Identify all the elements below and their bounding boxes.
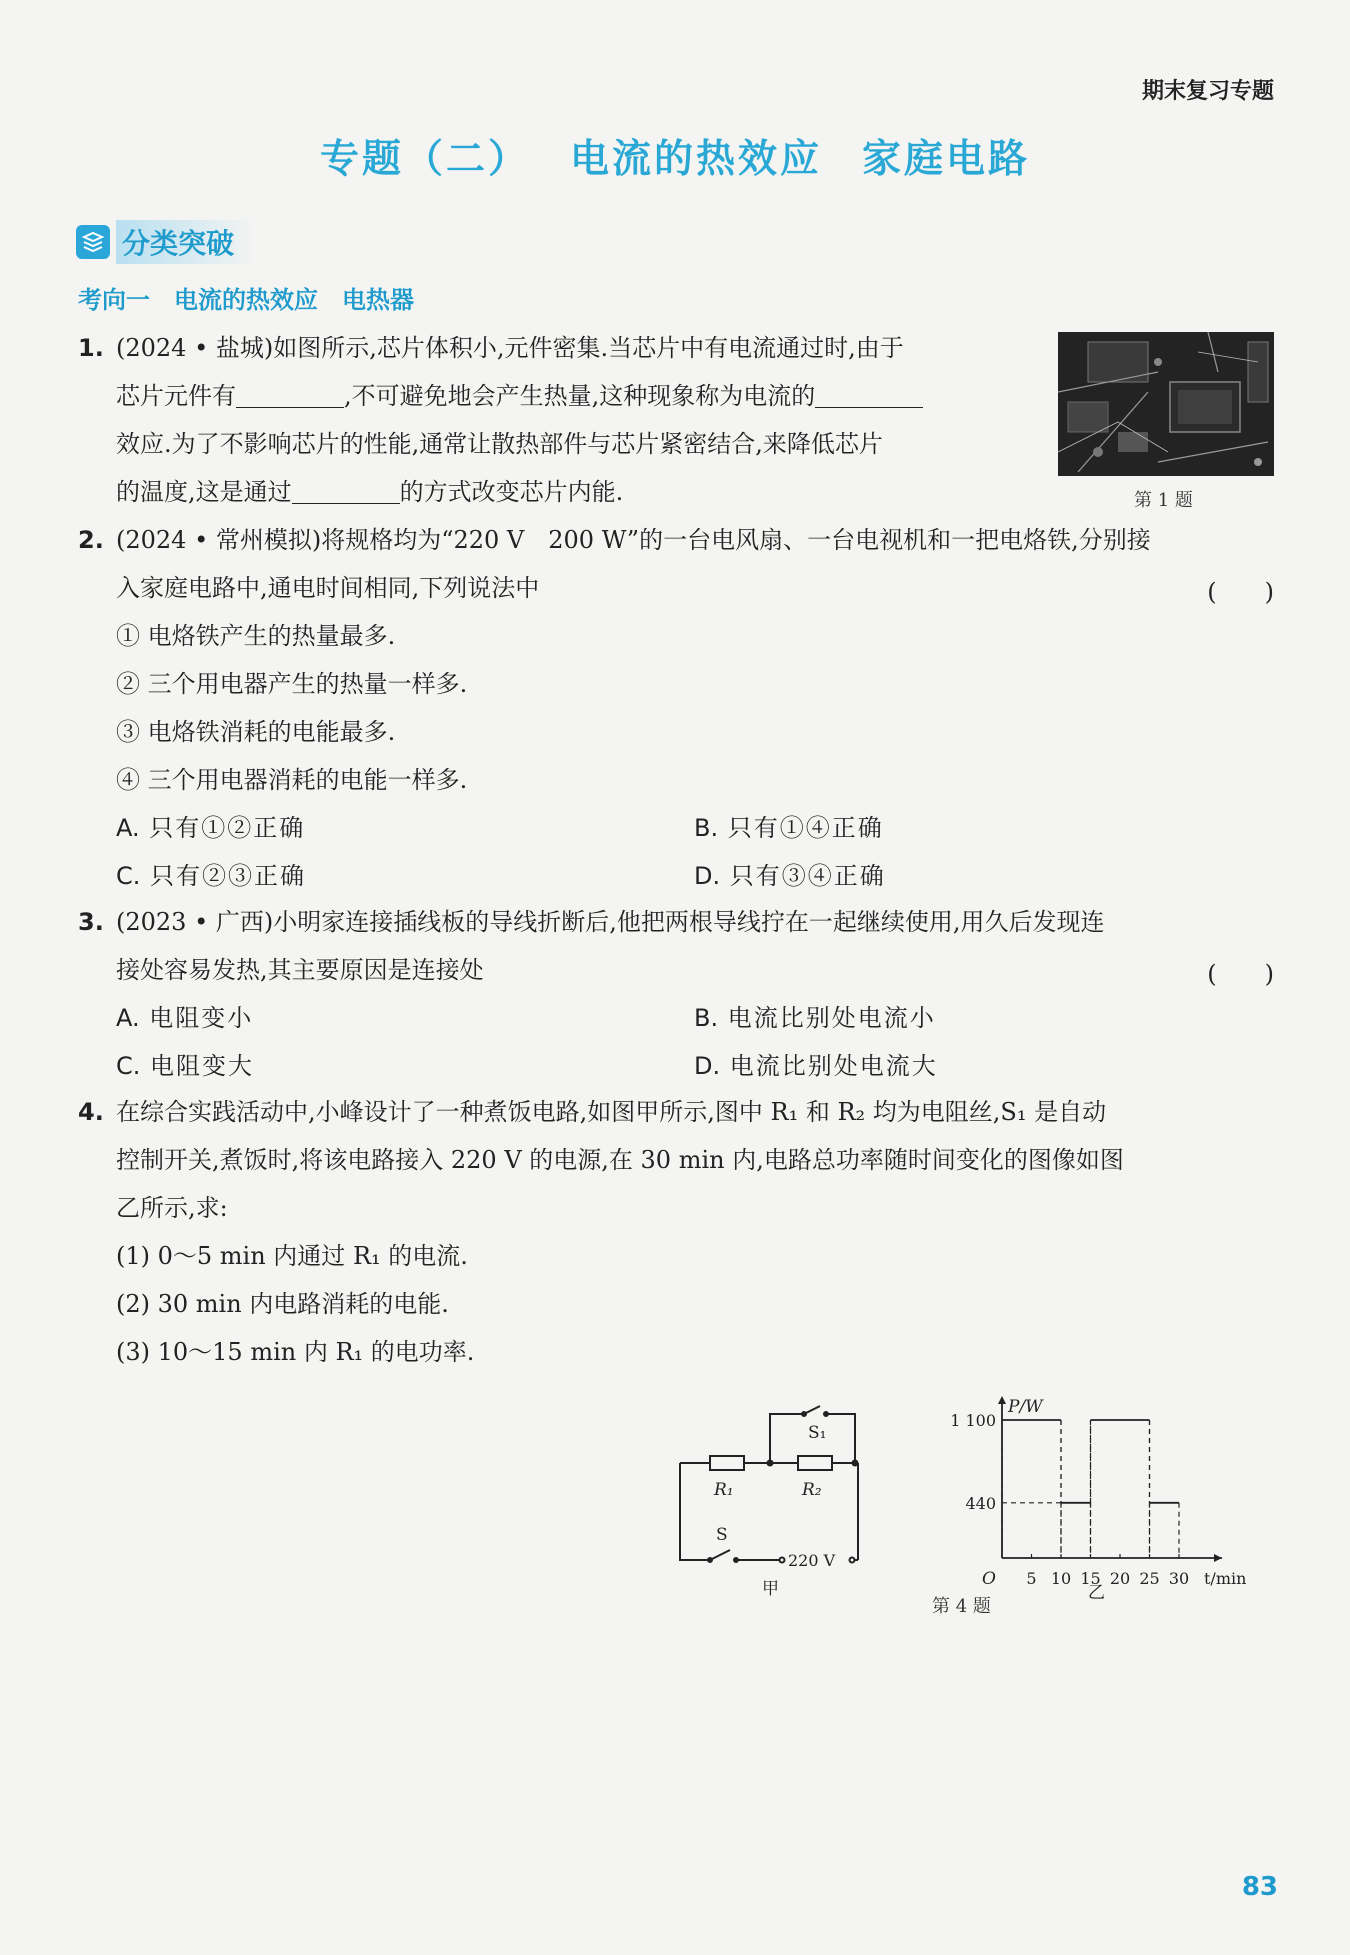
q3-option-c[interactable]: C. 电阻变大: [116, 1052, 255, 1080]
y-tick-label-440: 440: [965, 1493, 996, 1513]
s-label: S: [716, 1525, 728, 1545]
title-part1: 专题（二）: [319, 137, 530, 182]
r2-label: R₂: [802, 1480, 822, 1500]
q2-statement-3: ③ 电烙铁消耗的电能最多.: [116, 718, 396, 746]
title-part2: 电流的热效应: [569, 137, 822, 182]
q2-statement-4: ④ 三个用电器消耗的电能一样多.: [116, 766, 468, 794]
q1-line3: 效应.为了不影响芯片的性能,通常让散热部件与芯片紧密结合,来降低芯片: [116, 430, 883, 458]
q2-option-b[interactable]: B. 只有①④正确: [694, 814, 884, 842]
q4-line2: 控制开关,煮饭时,将该电路接入 220 V 的电源,在 30 min 内,电路总功率随时间变化的图像如图: [116, 1146, 1124, 1174]
x-tick-label-20: 20: [1109, 1569, 1131, 1588]
book-icon: [76, 225, 110, 259]
q4-text-1: 在综合实践活动中,小峰设计了一种煮饭电路,如图甲所示,图中 R₁ 和 R₂ 均为电阻丝,S₁ 是自动: [116, 1098, 1107, 1126]
switch-s: [710, 1550, 730, 1560]
page-number: 83: [1241, 1872, 1278, 1902]
chart-caption: 乙: [1088, 1583, 1105, 1602]
q4-part-3: (3) 10～15 min 内 R₁ 的电功率.: [116, 1338, 475, 1366]
q1-text-4b: 的方式改变芯片内能.: [399, 478, 624, 506]
q1-text-2a: 芯片元件有: [116, 382, 236, 410]
q3-option-d[interactable]: D. 电流比别处电流大: [694, 1052, 938, 1080]
page-title: [0, 128, 1350, 184]
q1-caption: 第 1 题: [1134, 490, 1193, 511]
q1-number: 1.: [78, 334, 104, 362]
q3-number: 3.: [78, 908, 104, 936]
x-axis-arrow: [1214, 1554, 1222, 1562]
x-tick-label-30: 30: [1168, 1569, 1190, 1588]
q3-option-a[interactable]: A. 电阻变小: [116, 1004, 254, 1032]
q3-option-b[interactable]: B. 电流比别处电流小: [694, 1004, 936, 1032]
chip-photo: [1058, 332, 1274, 476]
resistor-r2: [798, 1456, 832, 1470]
q1-blank-2[interactable]: [815, 377, 923, 408]
x-tick-label-25: 25: [1139, 1569, 1160, 1588]
section-badge: [76, 220, 256, 264]
q4-line1: [78, 1088, 1106, 1136]
title-part3: 家庭电路: [862, 137, 1031, 182]
q1-line2: [116, 372, 923, 420]
y-tick-label-1100: 1 100: [950, 1411, 996, 1430]
q1-text-4a: 的温度,这是通过: [116, 478, 292, 506]
section-label: 分类突破: [116, 220, 256, 264]
q4-caption: 第 4 题: [932, 1596, 991, 1617]
q2-statement-1: ① 电烙铁产生的热量最多.: [116, 622, 396, 650]
x-axis-label: t/min: [1204, 1569, 1247, 1588]
q2-statement-2: ② 三个用电器产生的热量一样多.: [116, 670, 468, 698]
q3-line2: 接处容易发热,其主要原因是连接处: [116, 956, 484, 984]
q3-line1: [78, 898, 1104, 946]
s1-label: S₁: [808, 1423, 827, 1443]
q2-text-1: (2024 • 常州模拟)将规格均为“220 V 200 W”的一台电风扇、一台电视机和一把电烙铁,分别接: [116, 526, 1151, 554]
voltage-label: 220 V: [788, 1551, 836, 1570]
y-axis-label: P/W: [1008, 1397, 1043, 1417]
header-label: 期末复习专题: [1141, 79, 1274, 104]
q1-line1: [78, 324, 904, 372]
x-tick-label-5: 5: [1026, 1569, 1037, 1588]
power-time-chart: [940, 1390, 1270, 1602]
q3-text-1: (2023 • 广西)小明家连接插线板的导线折断后,他把两根导线拧在一起继续使用,用久后发现连: [116, 908, 1105, 936]
q4-number: 4.: [78, 1098, 104, 1126]
y-axis-arrow: [998, 1396, 1006, 1404]
q2-option-d[interactable]: D. 只有③④正确: [694, 862, 886, 890]
q4-line3: 乙所示,求:: [116, 1194, 228, 1222]
q2-option-a[interactable]: A. 只有①②正确: [116, 814, 306, 842]
q4-part-2: (2) 30 min 内电路消耗的电能.: [116, 1290, 449, 1318]
q1-blank-3[interactable]: [292, 473, 400, 504]
q2-option-c[interactable]: C. 只有②③正确: [116, 862, 307, 890]
q1-blank-1[interactable]: [236, 377, 344, 408]
q4-part-1: (1) 0～5 min 内通过 R₁ 的电流.: [116, 1242, 468, 1270]
resistor-r1: [710, 1456, 744, 1470]
r1-label: R₁: [714, 1480, 734, 1500]
q3-answer-paren[interactable]: ( ): [1207, 960, 1274, 988]
circuit-diagram: [670, 1392, 890, 1602]
q2-number: 2.: [78, 526, 104, 554]
q1-text-2b: ,不可避免地会产生热量,这种现象称为电流的: [344, 382, 816, 410]
subsection-heading: 考向一 电流的热效应 电热器: [78, 286, 414, 314]
q1-text-1: (2024 • 盐城)如图所示,芯片体积小,元件密集.当芯片中有电流通过时,由于: [116, 334, 904, 362]
q2-line1: [78, 516, 1151, 564]
origin-label: O: [982, 1569, 996, 1589]
q2-line2: 入家庭电路中,通电时间相同,下列说法中: [116, 574, 540, 602]
q2-answer-paren[interactable]: ( ): [1207, 578, 1274, 606]
x-tick-label-15: 15: [1080, 1569, 1101, 1588]
x-tick-label-10: 10: [1050, 1569, 1072, 1588]
circuit-caption: 甲: [762, 1579, 779, 1599]
q1-line4: [116, 468, 623, 516]
